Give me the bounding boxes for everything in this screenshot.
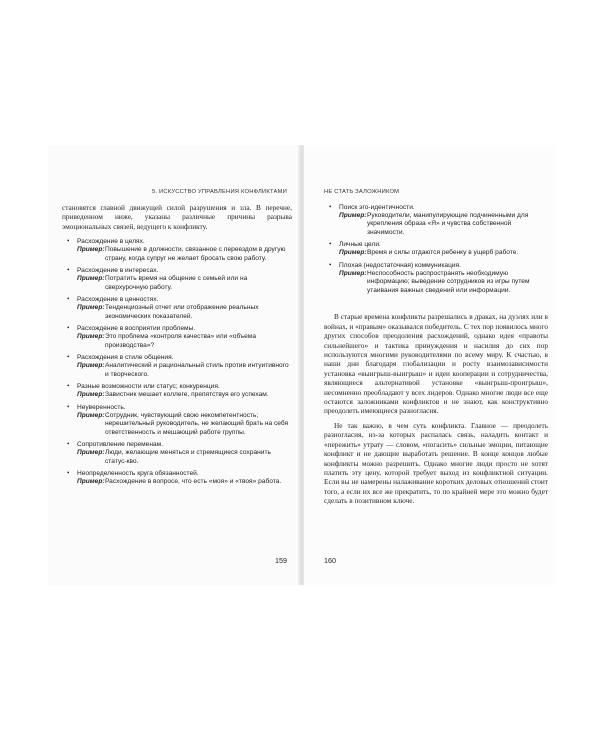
left-page bbox=[48, 145, 301, 585]
left-page-text bbox=[62, 203, 292, 490]
intro-paragraph: становятся главной движущей силой разрушения и зла. В перечне, приведенном ниже, указаны различные причины разрыва эмоциональных связей, ведущего к конфликту. bbox=[62, 203, 292, 231]
list-item: • Расхождение в интересах. Пример:Потратить время на общение с семьей или на сверхурочную работу. bbox=[62, 266, 292, 292]
page-number-right: 160 bbox=[324, 556, 336, 565]
list-item: • Личные цели. Пример:Время и силы отдаются ребенку в ущерб работе. bbox=[324, 240, 548, 257]
list-item: • Расхождение в восприятии проблемы. Пример:Это проблема «контроля качества» или «объема производства»? bbox=[62, 324, 292, 350]
list-item: • Расхождение в ценностях. Пример:Тенденциозный отчет или отображение реальных экономических показателей. bbox=[62, 295, 292, 321]
list-item: • Неопределенность круга обязанностей. Пример:Расхождение в вопросе, что есть «моя» и «твоя» работа. bbox=[62, 469, 292, 486]
running-head-right: НЕ СТАТЬ ЗАЛОЖНИКОМ bbox=[324, 189, 400, 195]
page-number-left: 159 bbox=[275, 556, 287, 565]
list-item: • Разные возможности или статус; конкуренция. Пример:Завистник мешает коллеге, препятствуя его успехам. bbox=[62, 382, 292, 399]
list-item: • Плохая (недостаточная) коммуникация. Пример:Неспособность распространять необходимую информацию; выведение сотрудников из игры путем утаивания важных сведений или информации. bbox=[324, 261, 548, 295]
body-paragraph: Не так важно, в чем суть конфликта. Главное — преодолеть разногласия, из-за которых распалась связь, наладить контакт и «пережить» утрату — словом, «погасить» сильные эмоции, питающие конфликт и не дающие выработать решение. В конце концов любые конфликты можно разрешить. Однако многие люди просто не хотят платить эту цену, которой требует выход из конфликтной ситуации. Если вы не намерены налаживание коротких деловых отношений стоит того, а если их все же прекратить, то по крайней мере это можно будет сделать в позитивном ключе. bbox=[324, 420, 548, 506]
book-spread bbox=[48, 145, 556, 585]
list-item: • Поиск эго-идентичности. Пример:Руководители, манипулирующие подчиненными для укрепления образа «Я» и чувства собственной значимости. bbox=[324, 203, 548, 237]
list-item: • Неуверенность. Пример:Сотрудник, чувствующий свою некомпетентность; нерешительный руководитель, не желающий брать на себя ответственность и мешающий работе группы. bbox=[62, 403, 292, 437]
list-item: • Сопротивление переменам. Пример:Люди, желающие меняться и стремящиеся сохранить статус-кво. bbox=[62, 440, 292, 466]
right-page bbox=[304, 145, 556, 585]
causes-list-right bbox=[324, 203, 548, 295]
body-paragraph: В старые времена конфликты разрешались в драках, на дуэлях или в войнах, и «правым» оказывался победитель. С тех пор появилось много других способов преодоления расхождений, однако идея «правоты сильнейшего» и тактика принуждения и насилия до сих пор используются многими руководителями по всему миру. К счастью, в наши дни благодаря глобализации и росту взаимозависимости установка «выигрыш-выигрыш» и идеи кооперации и сотрудничества, являющиеся альтернативой установке «выигрыш-проигрыш», несомненно преобладают у всех лидеров. Однако многие люди все еще остаются заложниками конфликтов и не знают, как конструктивно преодолеть имеющиеся разногласия. bbox=[324, 312, 548, 416]
list-item: • Расхождение в целях. Пример:Повышение в должности, связанное с переездом в другую страну, когда супруг не желает бросать свою работу. bbox=[62, 237, 292, 263]
running-head-left: 5. ИСКУССТВО УПРАВЛЕНИЯ КОНФЛИКТАМИ bbox=[151, 189, 287, 195]
list-item: • Расхождения в стиле общения. Пример:Аналитический и рациональный стиль против интуитивного и творческого. bbox=[62, 353, 292, 379]
causes-list-left bbox=[62, 237, 292, 486]
right-page-text bbox=[324, 203, 548, 506]
